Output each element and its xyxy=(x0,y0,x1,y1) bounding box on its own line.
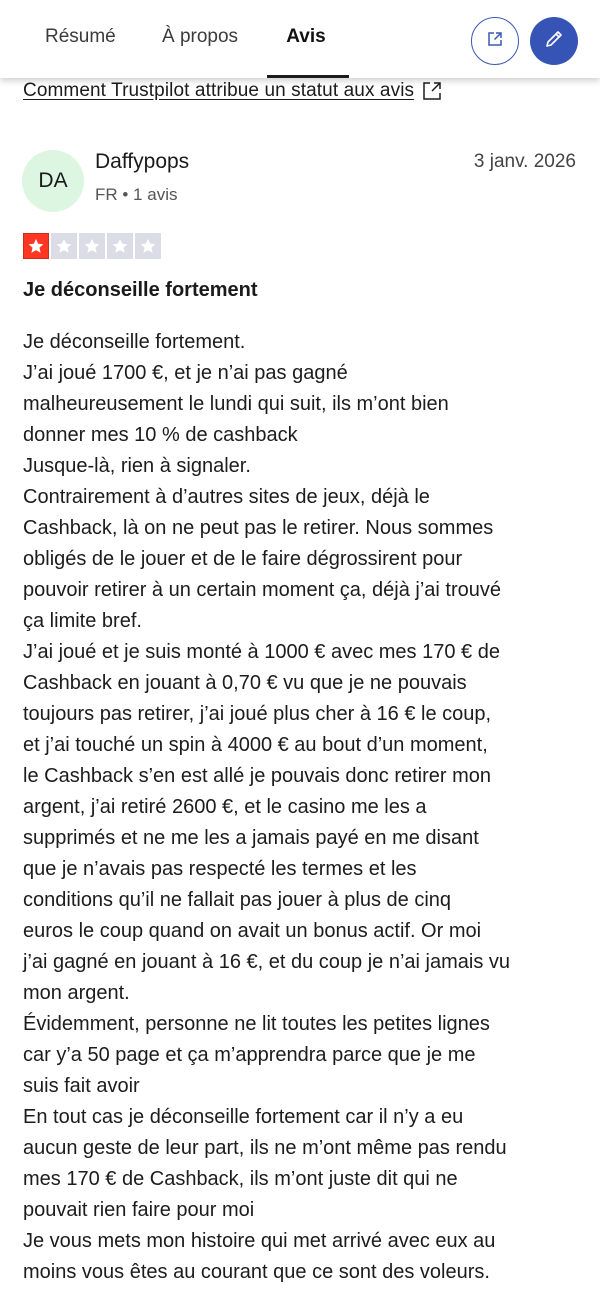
review-body-line: car y’a 50 page et ça m’apprendra parce que je me xyxy=(23,1044,476,1066)
review-body-line: malheureusement le lundi qui suit, ils m’ont bien xyxy=(23,393,449,415)
review-body-line: j’ai gagné en jouant à 16 €, et du coup je n’ai jamais vu xyxy=(23,951,511,973)
review-body-line: donner mes 10 % de cashback xyxy=(23,424,298,446)
pencil-icon xyxy=(543,28,565,55)
review-body-line: En tout cas je déconseille fortement car il n’y a eu xyxy=(23,1106,464,1128)
review-body-line: suis fait avoir xyxy=(23,1075,140,1097)
review-body-line: mes 170 € de Cashback, ils m’ont juste dit qui ne xyxy=(23,1168,458,1190)
reviewer-meta: FR • 1 avis xyxy=(95,185,178,204)
star-rating xyxy=(23,233,161,259)
review-body-line: conditions qu’il ne fallait pas jouer à plus de cinq xyxy=(23,889,452,911)
status-link-label: Comment Trustpilot attribue un statut aux avis xyxy=(23,80,415,101)
review-body-line: le Cashback s’en est allé je pouvais donc retirer mon xyxy=(23,765,492,787)
share-button[interactable] xyxy=(471,17,519,65)
review-body-line: Contrairement à d’autres sites de jeux, déjà le xyxy=(23,486,430,508)
review-body-line: mon argent. xyxy=(23,982,130,1004)
top-navigation xyxy=(0,0,600,78)
review-body-line: aucun geste de leur part, ils ne m’ont même pas rendu xyxy=(23,1137,507,1159)
active-tab-indicator xyxy=(267,75,349,78)
review-body-line: Cashback en jouant à 0,70 € vu que je ne pouvais xyxy=(23,672,467,694)
star-icon-empty xyxy=(135,233,161,259)
review-status-info-link[interactable] xyxy=(23,78,442,104)
tab-label: Résumé xyxy=(45,26,116,47)
review-body-line: pouvait rien faire pour moi xyxy=(23,1199,255,1221)
star-icon-empty xyxy=(79,233,105,259)
review-body-line: que je n’avais pas respecté les termes et les xyxy=(23,858,417,880)
review-body-line: Je vous mets mon histoire qui met arrivé avec eux au xyxy=(23,1230,496,1252)
star-icon-filled xyxy=(23,233,49,259)
review-body-line: J’ai joué et je suis monté à 1000 € avec mes 170 € de xyxy=(23,641,500,663)
star-icon-empty xyxy=(107,233,133,259)
star-icon-empty xyxy=(51,233,77,259)
review-date: 3 janv. 2026 xyxy=(473,151,576,172)
review-body-line: et j’ai touché un spin à 4000 € au bout d’un moment, xyxy=(23,734,488,756)
tab-label: Avis xyxy=(286,26,326,47)
review-body-line: obligés de le jouer et de le faire dégrossirent pour xyxy=(23,548,463,570)
external-link-icon xyxy=(422,81,442,101)
reviewer-name[interactable]: Daffypops xyxy=(95,150,190,173)
tab-a-propos[interactable] xyxy=(162,0,252,78)
review-body-line: ça limite bref. xyxy=(23,610,142,632)
review-body-line: Évidemment, personne ne lit toutes les petites lignes xyxy=(23,1013,490,1035)
review-body-line: moins vous êtes au courant que ce sont des voleurs. xyxy=(23,1261,490,1283)
review-body-line: Jusque-là, rien à signaler. xyxy=(23,455,251,477)
avatar-initials: DA xyxy=(38,169,68,192)
tab-label: À propos xyxy=(162,26,239,47)
review-body-line: argent, j’ai retiré 2600 €, et le casino me les a xyxy=(23,796,427,818)
review-body-line: Je déconseille fortement. xyxy=(23,331,246,353)
review-body-line: J’ai joué 1700 €, et je n’ai pas gagné xyxy=(23,362,348,384)
review-body-line: pouvoir retirer à un certain moment ça, déjà j’ai trouvé xyxy=(23,579,502,601)
avatar[interactable] xyxy=(22,150,84,212)
review-title: Je déconseille fortement xyxy=(23,279,258,301)
review-body-line: supprimés et ne me les a jamais payé en me disant xyxy=(23,827,479,849)
review-body-line: Cashback, là on ne peut pas le retirer. Nous sommes xyxy=(23,517,494,539)
tab-avis[interactable] xyxy=(267,0,349,78)
tab-resume[interactable] xyxy=(45,0,125,78)
review-body xyxy=(23,327,583,1288)
review-body-line: euros le coup quand on avait un bonus actif. Or moi xyxy=(23,920,482,942)
review-body-line: toujours pas retirer, j’ai joué plus cher à 16 € le coup, xyxy=(23,703,492,725)
external-link-icon xyxy=(486,30,504,53)
write-review-button[interactable] xyxy=(530,17,578,65)
